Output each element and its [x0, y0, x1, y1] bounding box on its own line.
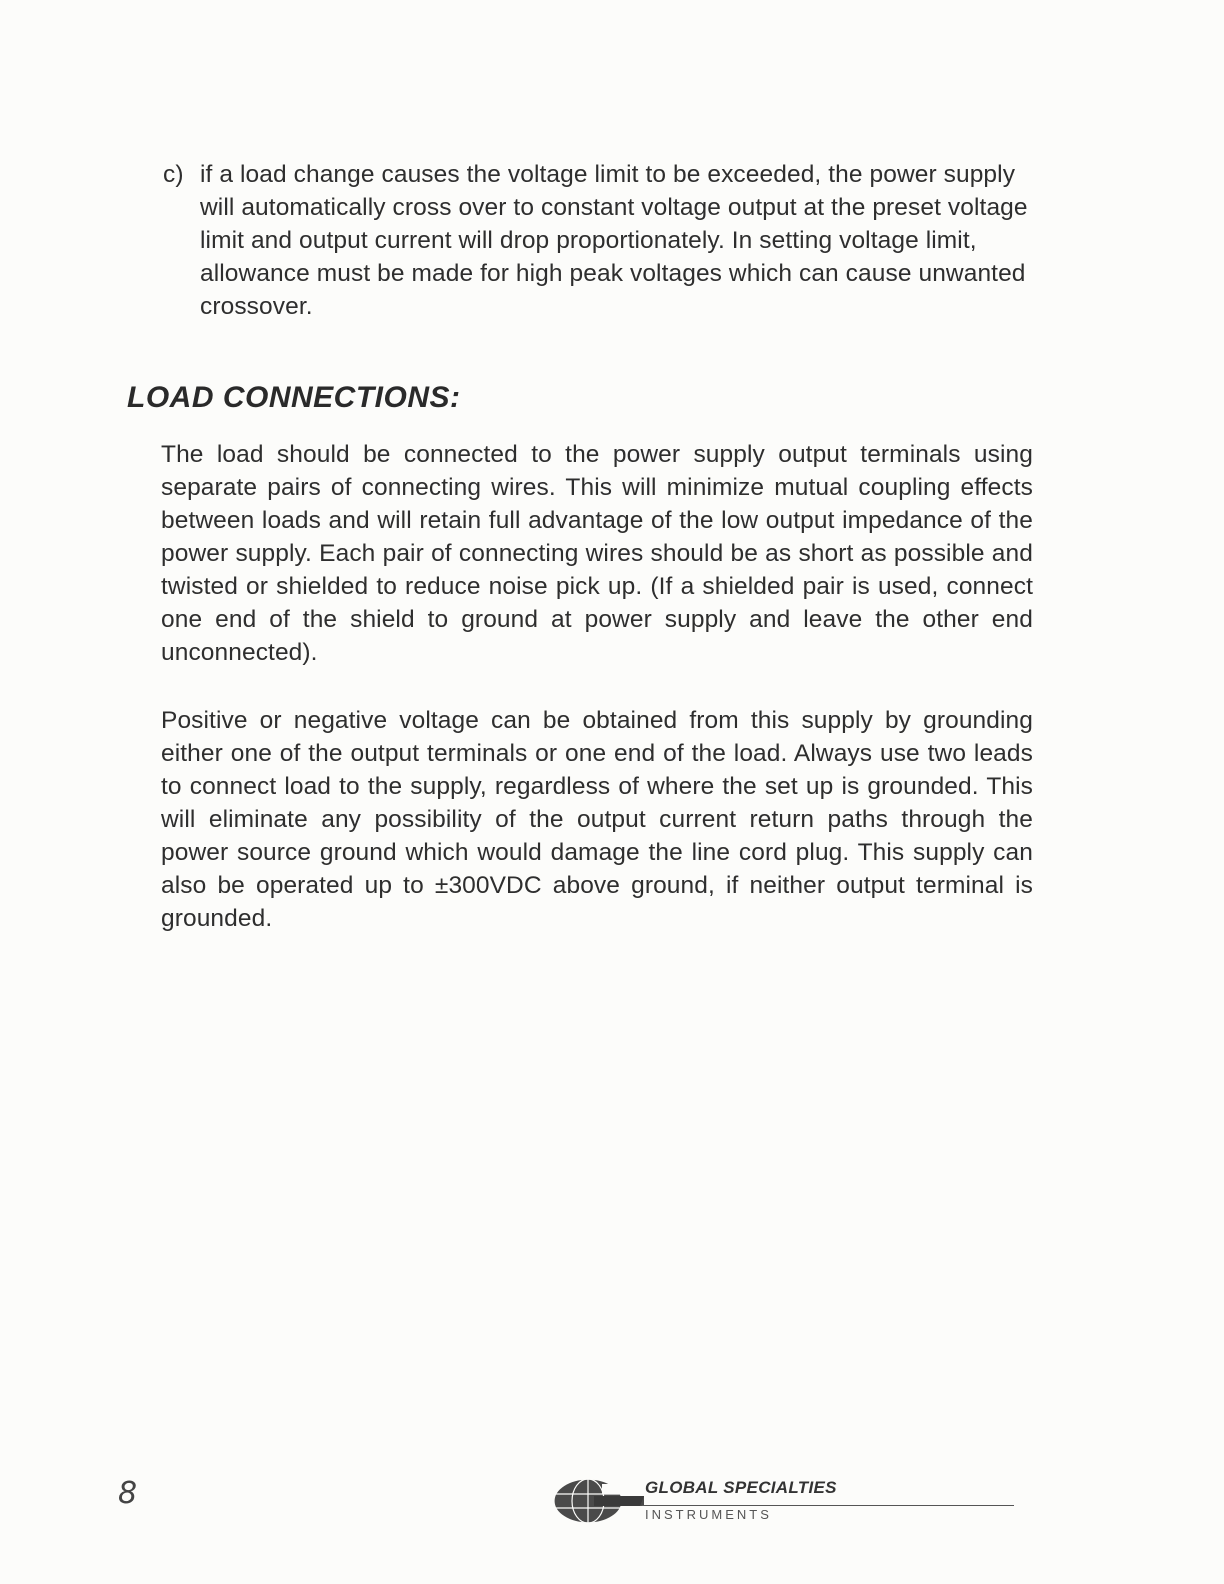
list-item-text: if a load change causes the voltage limit to be exceeded, the power supply will automatically cross over to constant voltage output at the preset voltage limit and output current will drop proportionately. In setting voltage limit, allowance must be made for high peak voltages which can cause unwanted crossover. — [200, 161, 1028, 320]
brand-subtitle: INSTRUMENTS — [645, 1507, 772, 1522]
load-connections-paragraph-1: The load should be connected to the power supply output terminals using separate pairs of connecting wires. This will minimize mutual coupling effects between loads and will retain full advantage of the low output impedance of the power supply. Each pair of connecting wires should be as short as possible and twisted or shielded to reduce noise pick up. (If a shielded pair is used, connect one end of the shield to ground at power supply and leave the other end unconnected). — [161, 441, 1033, 666]
brand-name: GLOBAL SPECIALTIES — [645, 1478, 837, 1497]
section-heading: LOAD CONNECTIONS: — [127, 381, 461, 414]
list-marker: c) — [163, 161, 184, 188]
brand-footer — [550, 1474, 1020, 1534]
list-item-c — [163, 158, 1033, 323]
load-connections-paragraph-2: Positive or negative voltage can be obtained from this supply by grounding either one of the output terminals or one end of the load. Always use two leads to connect load to the supply, regardless of where the set up is grounded. This will eliminate any possibility of the output current return paths through the power source ground which would damage the line cord plug. This supply can also be operated up to ±300VDC above ground, if neither output terminal is grounded. — [161, 707, 1033, 932]
globe-g-logo-icon — [550, 1474, 645, 1530]
brand-divider — [642, 1505, 1014, 1506]
page-number: 8 — [118, 1476, 138, 1511]
